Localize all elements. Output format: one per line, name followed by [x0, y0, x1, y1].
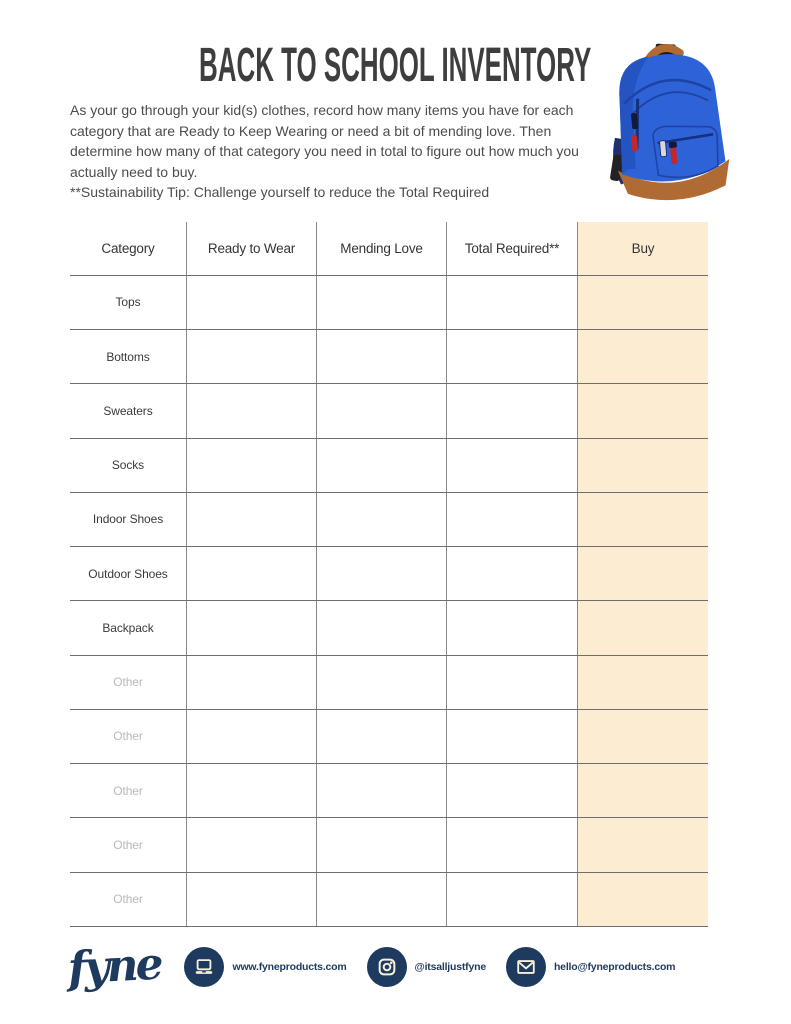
input-cell: [316, 547, 446, 600]
input-cell: [446, 330, 577, 383]
input-cell: [186, 656, 316, 709]
input-cell: [316, 601, 446, 654]
table-row: [70, 384, 708, 438]
row-label: Outdoor Shoes: [88, 566, 168, 581]
buy-cell: [577, 493, 708, 546]
table-row: [70, 601, 708, 655]
fyne-logo: fyne: [66, 938, 162, 995]
buy-cell: [577, 873, 708, 926]
contact-email: [506, 947, 675, 987]
input-cell: [186, 276, 316, 329]
input-cell: [316, 656, 446, 709]
header-cell-mending-love: Mending Love: [316, 222, 446, 275]
input-cell: [446, 873, 577, 926]
input-cell: [446, 547, 577, 600]
website-url: www.fyneproducts.com: [232, 961, 347, 973]
table-row: [70, 493, 708, 547]
input-cell: [186, 818, 316, 871]
buy-cell: [577, 547, 708, 600]
buy-cell: [577, 330, 708, 383]
input-cell: [316, 764, 446, 817]
table-row: [70, 764, 708, 818]
header-cell-category: Category: [101, 240, 155, 256]
row-label: Bottoms: [106, 349, 150, 364]
input-cell: [446, 384, 577, 437]
instagram-handle: @itsalljustfyne: [414, 961, 486, 973]
buy-cell: [577, 439, 708, 492]
table-header-row: [70, 222, 708, 276]
input-cell: [316, 818, 446, 871]
input-cell: [186, 384, 316, 437]
table-row: [70, 710, 708, 764]
buy-cell: [577, 764, 708, 817]
sustainability-tip: **Sustainability Tip: Challenge yourself to reduce the Total Required: [70, 184, 490, 200]
input-cell: [446, 493, 577, 546]
table-row: [70, 276, 708, 330]
table-row: [70, 818, 708, 872]
input-cell: [186, 601, 316, 654]
header-cell-buy: Buy: [577, 222, 708, 275]
input-cell: [186, 439, 316, 492]
input-cell: [316, 276, 446, 329]
input-cell: [446, 710, 577, 763]
email-icon: [506, 947, 546, 987]
input-cell: [316, 439, 446, 492]
page-title: BACK TO SCHOOL INVENTORY: [199, 39, 592, 92]
header-cell-total-required: Total Required**: [446, 222, 577, 275]
buy-cell: [577, 276, 708, 329]
buy-cell: [577, 384, 708, 437]
header-cell-ready-to-wear: Ready to Wear: [186, 222, 316, 275]
input-cell: [186, 493, 316, 546]
instagram-icon: [367, 947, 407, 987]
row-label: Other: [113, 675, 143, 690]
table-row: [70, 656, 708, 710]
input-cell: [186, 873, 316, 926]
contact-instagram: [367, 947, 486, 987]
input-cell: [316, 330, 446, 383]
row-label: Other: [113, 837, 143, 852]
input-cell: [446, 818, 577, 871]
input-cell: [316, 710, 446, 763]
input-cell: [446, 439, 577, 492]
website-icon: [184, 947, 224, 987]
buy-cell: [577, 710, 708, 763]
input-cell: [186, 764, 316, 817]
input-cell: [186, 330, 316, 383]
email-address: hello@fyneproducts.com: [553, 961, 676, 973]
input-cell: [446, 656, 577, 709]
row-label: Other: [113, 783, 143, 798]
input-cell: [316, 493, 446, 546]
table-row: [70, 873, 708, 927]
input-cell: [316, 384, 446, 437]
contact-website: [184, 947, 346, 987]
input-cell: [316, 873, 446, 926]
row-label: Indoor Shoes: [92, 512, 164, 527]
row-label: Other: [113, 892, 143, 907]
input-cell: [446, 276, 577, 329]
input-cell: [446, 601, 577, 654]
table-row: [70, 330, 708, 384]
row-label: Other: [113, 729, 143, 744]
input-cell: [446, 764, 577, 817]
table-row: [70, 439, 708, 493]
buy-cell: [577, 656, 708, 709]
buy-cell: [577, 601, 708, 654]
inventory-table: [70, 222, 708, 927]
row-label: Socks: [111, 458, 145, 473]
input-cell: [186, 710, 316, 763]
input-cell: [186, 547, 316, 600]
footer: [68, 932, 728, 1002]
row-label: Sweaters: [103, 403, 153, 418]
buy-cell: [577, 818, 708, 871]
intro-text: As your go through your kid(s) clothes, record how many items you have for each category that are Ready to Keep Wearing or need a bit of mending love. Then determine how many of that category you need in total to figure out how much you actually need to buy.: [70, 102, 579, 180]
row-label: Tops: [115, 295, 141, 310]
table-row: [70, 547, 708, 601]
row-label: Backpack: [102, 620, 154, 635]
